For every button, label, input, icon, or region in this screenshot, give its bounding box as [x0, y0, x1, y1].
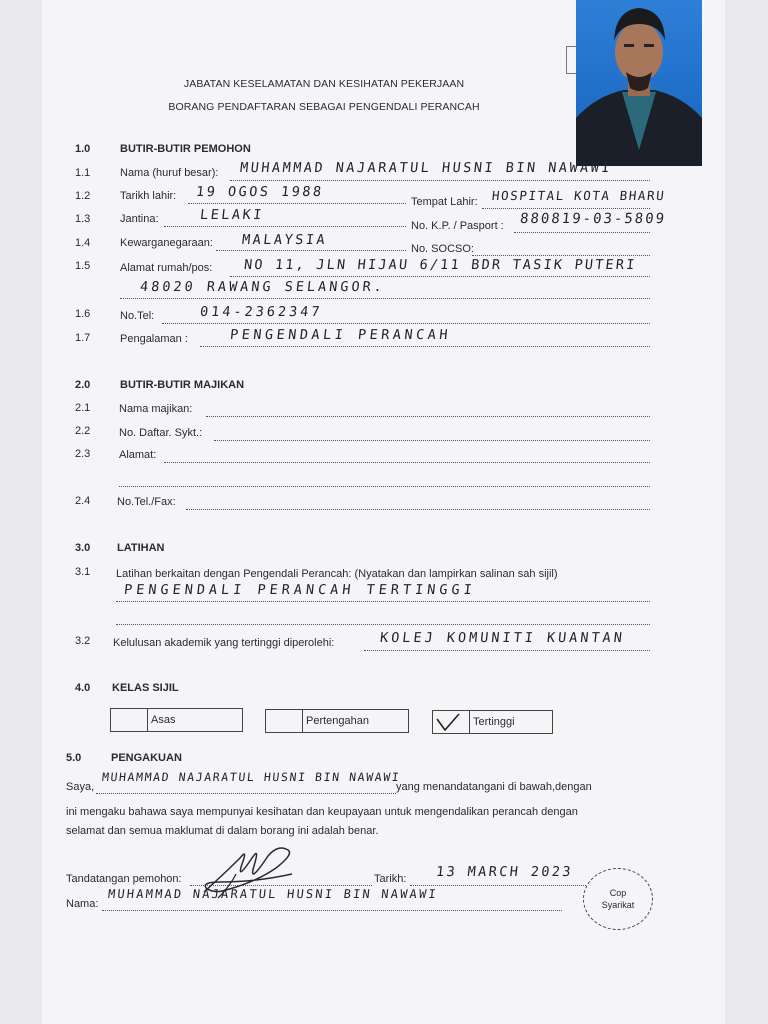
date-value[interactable]: 13 MARCH 2023: [435, 864, 574, 880]
phone-line: [162, 323, 650, 324]
ic-passport-line: [514, 232, 650, 233]
declaration-name-value[interactable]: MUHAMMAD NAJARATUL HUSNI BIN NAWAWI: [101, 770, 402, 784]
address-label: Alamat rumah/pos:: [120, 262, 213, 274]
company-stamp-area: [583, 868, 653, 930]
class-pertengahan-label: Pertengahan: [306, 715, 369, 727]
section-2-heading: 2.0 BUTIR-BUTIR MAJIKAN: [75, 379, 245, 391]
declaration-name-line: [96, 793, 396, 794]
dob-label: Tarikh lahir:: [120, 190, 177, 202]
employer-phone-label: No.Tel./Fax:: [117, 496, 176, 508]
name-label: Nama (huruf besar):: [120, 167, 219, 179]
address-line-2: [120, 298, 650, 299]
field-1-5-number: 1.5: [75, 260, 91, 272]
class-asas-option[interactable]: [110, 708, 243, 732]
date-line: [410, 885, 586, 886]
training-line-1: [116, 601, 650, 602]
academic-label: Kelulusan akademik yang tertinggi diperolehi:: [113, 637, 335, 649]
declaration-line-2: ini mengaku bahawa saya mempunyai kesihatan dan keupayaan untuk mengendalikan perancah dengan: [66, 806, 578, 818]
address-value-line-2[interactable]: 48020 RAWANG SELANGOR.: [139, 279, 386, 295]
phone-label: No.Tel:: [120, 310, 155, 322]
declaration-line-1-tail: yang menandatangani di bawah,dengan: [396, 781, 592, 793]
date-label: Tarikh:: [374, 873, 407, 885]
class-asas-label: Asas: [151, 714, 176, 726]
employer-address-line-2[interactable]: [119, 486, 650, 487]
class-pertengahan-checkbox[interactable]: [266, 710, 303, 732]
citizenship-value[interactable]: MALAYSIA: [241, 232, 328, 248]
field-2-1-number: 2.1: [75, 402, 91, 414]
field-2-2-number: 2.2: [75, 425, 91, 437]
birthplace-label: Tempat Lahir:: [411, 196, 478, 208]
employer-address-line-1[interactable]: [164, 462, 650, 463]
experience-value[interactable]: PENGENDALI PERANCAH: [229, 327, 452, 343]
field-2-3-number: 2.3: [75, 448, 91, 460]
field-1-3-number: 1.3: [75, 213, 91, 225]
ic-passport-label: No. K.P. / Pasport :: [411, 220, 504, 232]
section-1-heading: 1.0 BUTIR-BUTIR PEMOHON: [75, 143, 251, 155]
dob-value[interactable]: 19 OGOS 1988: [195, 184, 325, 200]
employer-address-label: Alamat:: [119, 449, 157, 461]
applicant-name-line: [102, 910, 562, 911]
experience-label: Pengalaman :: [120, 333, 188, 345]
company-reg-line[interactable]: [214, 440, 650, 441]
stamp-line-2: Syarikat: [601, 900, 635, 910]
field-1-1-number: 1.1: [75, 167, 91, 179]
employer-name-line[interactable]: [206, 416, 650, 417]
applicant-name-label: Nama:: [66, 898, 99, 910]
company-reg-label: No. Daftar. Sykt.:: [119, 427, 203, 439]
socso-label: No. SOCSO:: [411, 243, 474, 255]
section-4-heading: 4.0 KELAS SIJIL: [75, 682, 179, 694]
dob-line: [188, 203, 406, 204]
birthplace-value[interactable]: HOSPITAL KOTA BHARU: [491, 188, 667, 203]
name-value[interactable]: MUHAMMAD NAJARATUL HUSNI BIN NAWAWI: [239, 160, 613, 176]
class-pertengahan-option[interactable]: [265, 709, 409, 733]
phone-value[interactable]: 014-2362347: [199, 304, 324, 320]
field-1-7-number: 1.7: [75, 332, 91, 344]
employer-name-label: Nama majikan:: [119, 403, 193, 415]
field-1-6-number: 1.6: [75, 308, 91, 320]
academic-line: [364, 650, 650, 651]
field-2-4-number: 2.4: [75, 495, 91, 507]
section-3-heading: 3.0 LATIHAN: [75, 542, 165, 554]
training-line-2[interactable]: [116, 624, 650, 625]
citizenship-label: Kewarganegaraan:: [120, 237, 213, 249]
address-value-line-1[interactable]: NO 11, JLN HIJAU 6/11 BDR TASIK PUTERI: [243, 257, 638, 273]
training-label: Latihan berkaitan dengan Pengendali Perancah: (Nyatakan dan lampirkan salinan sah sijil): [116, 568, 558, 580]
class-tertinggi-option[interactable]: [432, 710, 553, 734]
signature-label: Tandatangan pemohon:: [66, 873, 182, 885]
class-tertinggi-label: Tertinggi: [473, 716, 515, 728]
gender-line: [164, 226, 406, 227]
ic-passport-value[interactable]: 880819-03-5809: [519, 211, 667, 227]
experience-line: [200, 346, 650, 347]
field-3-2-number: 3.2: [75, 635, 91, 647]
name-line: [230, 180, 650, 181]
birthplace-line: [482, 208, 650, 209]
applicant-name-value[interactable]: MUHAMMAD NAJARATUL HUSNI BIN NAWAWI: [107, 887, 439, 901]
agency-title: JABATAN KESELAMATAN DAN KESIHATAN PEKERJAAN: [183, 78, 465, 90]
training-value[interactable]: PENGENDALI PERANCAH TERTINGGI: [123, 582, 477, 598]
declaration-line-3: selamat dan semua maklumat di dalam borang ini adalah benar.: [66, 825, 379, 837]
socso-line: [472, 255, 650, 256]
stamp-line-1: Cop: [609, 888, 627, 898]
gender-value[interactable]: LELAKI: [199, 207, 265, 223]
class-asas-checkbox[interactable]: [111, 709, 148, 731]
form-title: BORANG PENDAFTARAN SEBAGAI PENGENDALI PERANCAH: [168, 101, 480, 113]
field-1-4-number: 1.4: [75, 237, 91, 249]
class-tertinggi-checkbox[interactable]: [433, 711, 470, 733]
address-line-1: [230, 276, 650, 277]
declaration-saya-label: Saya,: [66, 781, 95, 793]
academic-value[interactable]: KOLEJ KOMUNITI KUANTAN: [379, 630, 626, 646]
field-1-2-number: 1.2: [75, 190, 91, 202]
employer-phone-line[interactable]: [186, 509, 650, 510]
citizenship-line: [216, 250, 406, 251]
field-3-1-number: 3.1: [75, 566, 91, 578]
checkmark-icon: [433, 711, 463, 733]
gender-label: Jantina:: [120, 213, 159, 225]
